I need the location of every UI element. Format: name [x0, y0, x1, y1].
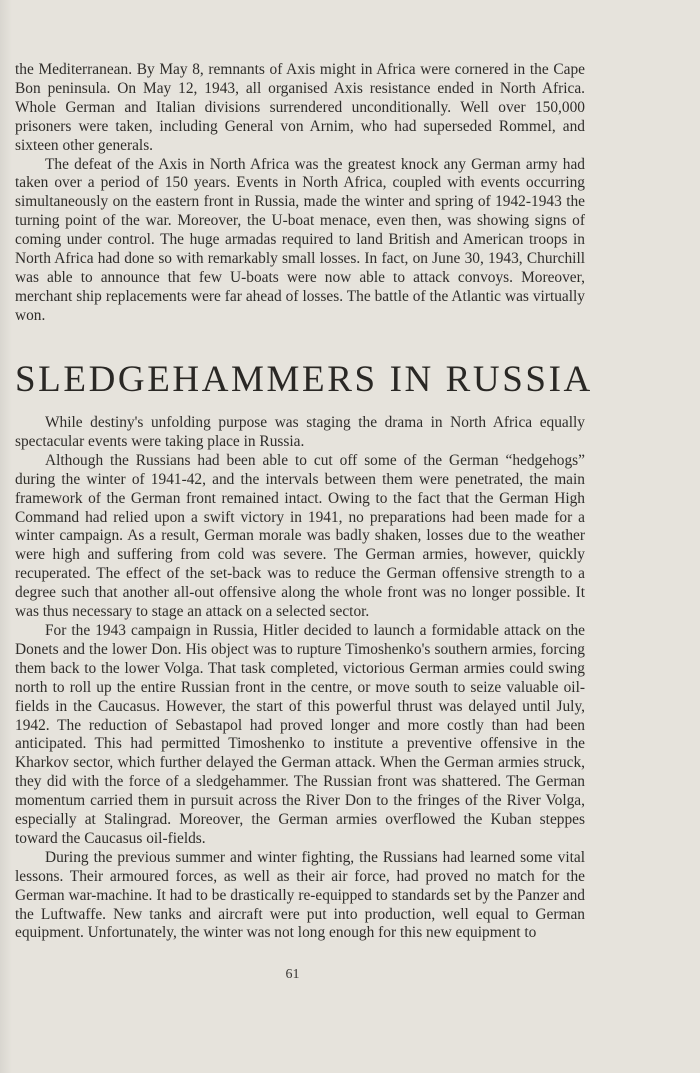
- top-text-block: [15, 61, 585, 326]
- chapter-body: [15, 414, 585, 943]
- paragraph: the Mediterranean. By May 8, remnants of Axis might in Africa were cornered in the Cape Bon peninsula. On May 12, 1943, all organised Axis resistance ended in North Africa. Whole German and Italian divisions surrendered unconditionally. Well over 150,000 prisoners were taken, including General von Arnim, who had superseded Rommel, and sixteen other generals.: [15, 61, 585, 154]
- paragraph: During the previous summer and winter fighting, the Russians had learned some vital lessons. Their armoured forces, as well as their air force, had proved no match for the German war-machine. It had to be drastically re-equipped to standards set by the Panzer and the Luftwaffe. New tanks and aircraft were put into production, well equal to German equipment. Unfortunately, the winter was not long enough for this new equipment to: [15, 848, 585, 942]
- paragraph: The defeat of the Axis in North Africa was the greatest knock any German army had taken over a period of 150 years. Events in North Africa, coupled with events occurring simultaneously on the eastern front in Russia, made the winter and spring of 1942-1943 the turning point of the war. Moreover, the U-boat menace, even then, was showing signs of coming under control. The huge armadas required to land British and American troops in North Africa had done so with remarkably small losses. In fact, on June 30, 1943, Churchill was able to announce that few U-boats were now able to attack convoys. Moreover, merchant ship replacements were far ahead of losses. The battle of the Atlantic was virtually won.: [15, 155, 585, 324]
- page-edge-shadow: [0, 0, 12, 1073]
- paragraph: For the 1943 campaign in Russia, Hitler decided to launch a formidable attack on the Donets and the lower Don. His object was to rupture Timoshenko's southern armies, forcing them back to the lower Volga. That task completed, victorious German armies could swing north to roll up the entire Russian front in the centre, or move south to seize valuable oil-fields in the Caucasus. However, the start of this powerful thrust was delayed until July, 1942. The reduction of Sebastapol had proved longer and more costly than had been anticipated. This had permitted Timoshenko to institute a preventive offensive in the Kharkov sector, which further delayed the German attack. When the German armies struck, they did with the force of a sledgehammer. The Russian front was shattered. The German momentum carried them in pursuit across the River Don to the fringes of the River Volga, especially at Stalingrad. Moreover, the German armies overflowed the Kuban steppes toward the Caucasus oil-fields.: [15, 621, 585, 847]
- page-number: 61: [285, 967, 300, 982]
- paragraph: While destiny's unfolding purpose was staging the drama in North Africa equally spectacular events were taking place in Russia.: [15, 414, 585, 450]
- paragraph: Although the Russians had been able to cut off some of the German “hedgehogs” during the winter of 1941-42, and the intervals between them were penetrated, the main framework of the German front remained intact. Owing to the fact that the German High Command had relied upon a swift victory in 1941, no preparations had been made for a winter campaign. As a result, German morale was badly shaken, losses due to the weather were high and suffering from cold was severe. The German armies, however, quickly recuperated. The effect of the set-back was to reduce the German offensive strength to a degree such that another all-out offensive along the whole front was no longer possible. It was thus necessary to stage an attack on a selected sector.: [15, 451, 585, 621]
- chapter-title: SLEDGEHAMMERS IN RUSSIA: [15, 359, 593, 400]
